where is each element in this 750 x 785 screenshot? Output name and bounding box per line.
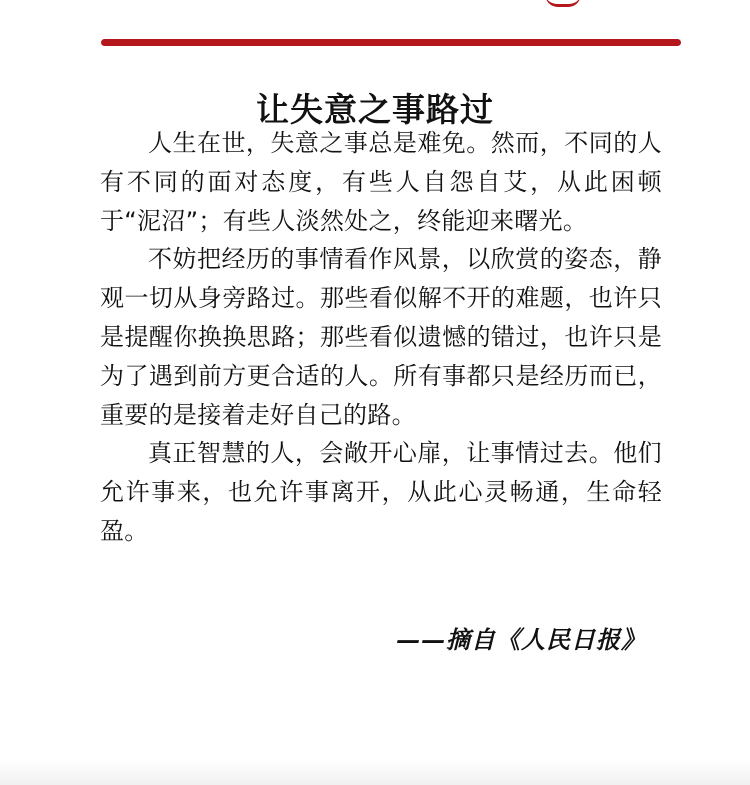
bottom-shadow-band xyxy=(0,760,750,785)
title-divider xyxy=(101,39,681,46)
paragraph-3: 真正智慧的人，会敞开心扉，让事情过去。他们允许事来，也允许事离开，从此心灵畅通，生命轻盈。 xyxy=(100,439,662,545)
source-attribution: ——摘自《人民日报》 xyxy=(396,625,646,654)
top-accent-decoration xyxy=(545,0,581,7)
article-title: 让失意之事路过 xyxy=(256,90,494,130)
article-body xyxy=(100,124,662,551)
paragraph-1: 人生在世，失意之事总是难免。然而，不同的人有不同的面对态度，有些人自怨自艾，从此困顿于“泥沼”；有些人淡然处之，终能迎来曙光。 xyxy=(100,129,662,235)
paragraph-2: 不妨把经历的事情看作风景，以欣赏的姿态，静观一切从身旁路过。那些看似解不开的难题，也许只是提醒你换换思路；那些看似遗憾的错过，也许只是为了遇到前方更合适的人。所有事都只是经历而已，重要的是接着走好自己的路。 xyxy=(100,245,662,429)
